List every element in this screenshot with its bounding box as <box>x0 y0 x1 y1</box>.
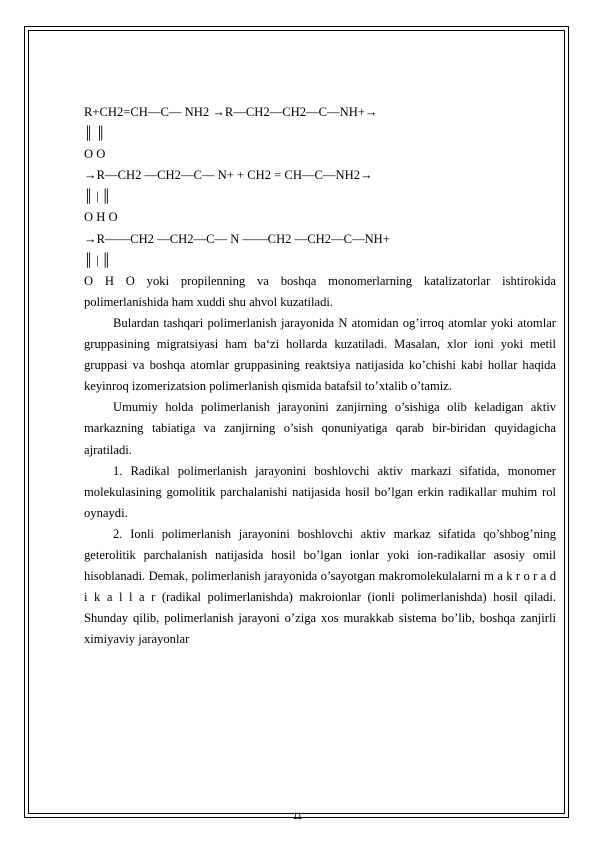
equation-line-3: O O <box>84 147 106 162</box>
paragraph-ionic-polymerization: 2. Ionli polimerlanish jarayonini boshlovchi aktiv markaz sifatida qo’shbog’ning geterolitik parchalanish natijasida hosil bo’lgan ionlar yoki ion-radikallar asosiy omil hisoblanadi. Demak, polimerlanish jarayonida o’sayotgan makromolekulalarni m a k r o r a d i k a l l a r (radikal polimerlanishda) makroionlar (ionli polimerlanishda) hosil qiladi. Shunday qilib, polimerlanish jarayoni o’ziga xos murakkab sistema bo’lib, boshqa zanjirli ximiyaviy jarayonlar <box>84 526 556 647</box>
equation-line-8: ║ | ║ <box>84 252 111 267</box>
paragraph-classification: Umumiy holda polimerlanish jarayonini zanjirning o’sishiga olib keladigan aktiv markazning tabiatiga va zanjirning o’sish qonuniyatiga qarab bir-biridan quyidagicha ajratiladi. <box>84 400 556 457</box>
document-body <box>84 102 556 650</box>
paragraph-migration: Bulardan tashqari polimerlanish jarayonida N atomidan og’irroq atomlar yoki atomlar gruppasining migratsiyasi ham ba‘zi hollarda kuzatiladi. Masalan, xlor ioni yoki metil gruppasi va boshqa atomlar gruppasining reaktsiya natijasida ko’chishi kabi hollar haqida keyinroq izomerizatsion polimerlanish qismida batafsil to’xtalib o’tamiz. <box>84 315 556 394</box>
equation-line-6: O H O <box>84 210 118 225</box>
equation-line-4: →R—CH2 —CH2—C— N+ + CH2 = CH—C—NH2→ <box>84 168 373 183</box>
equation-line-2: ║ ║ <box>84 126 105 141</box>
paragraph-polymerization-note: O H O yoki propilenning va boshqa monomerlarning katalizatorlar ishtirokida polimerlanishida ham xuddi shu ahvol kuzatiladi. <box>84 273 556 309</box>
paragraph-radical-polymerization: 1. Radikal polimerlanish jarayonini boshlovchi aktiv markazi sifatida, monomer molekulasining gomolitik parchalanishi natijasida hosil bo’lgan erkin radikallar muhim rol oynaydi. <box>84 463 556 520</box>
equation-line-7: →R——CH2 —CH2—C— N ——CH2 —CH2—C—NH+ <box>84 231 390 246</box>
equation-line-5: ║ | ║ <box>84 189 111 204</box>
equation-line-1: R+CH2=CH—C— NH2 →R—CH2—CH2—C—NH+→ <box>84 105 378 119</box>
page-number: 11 <box>292 811 303 821</box>
